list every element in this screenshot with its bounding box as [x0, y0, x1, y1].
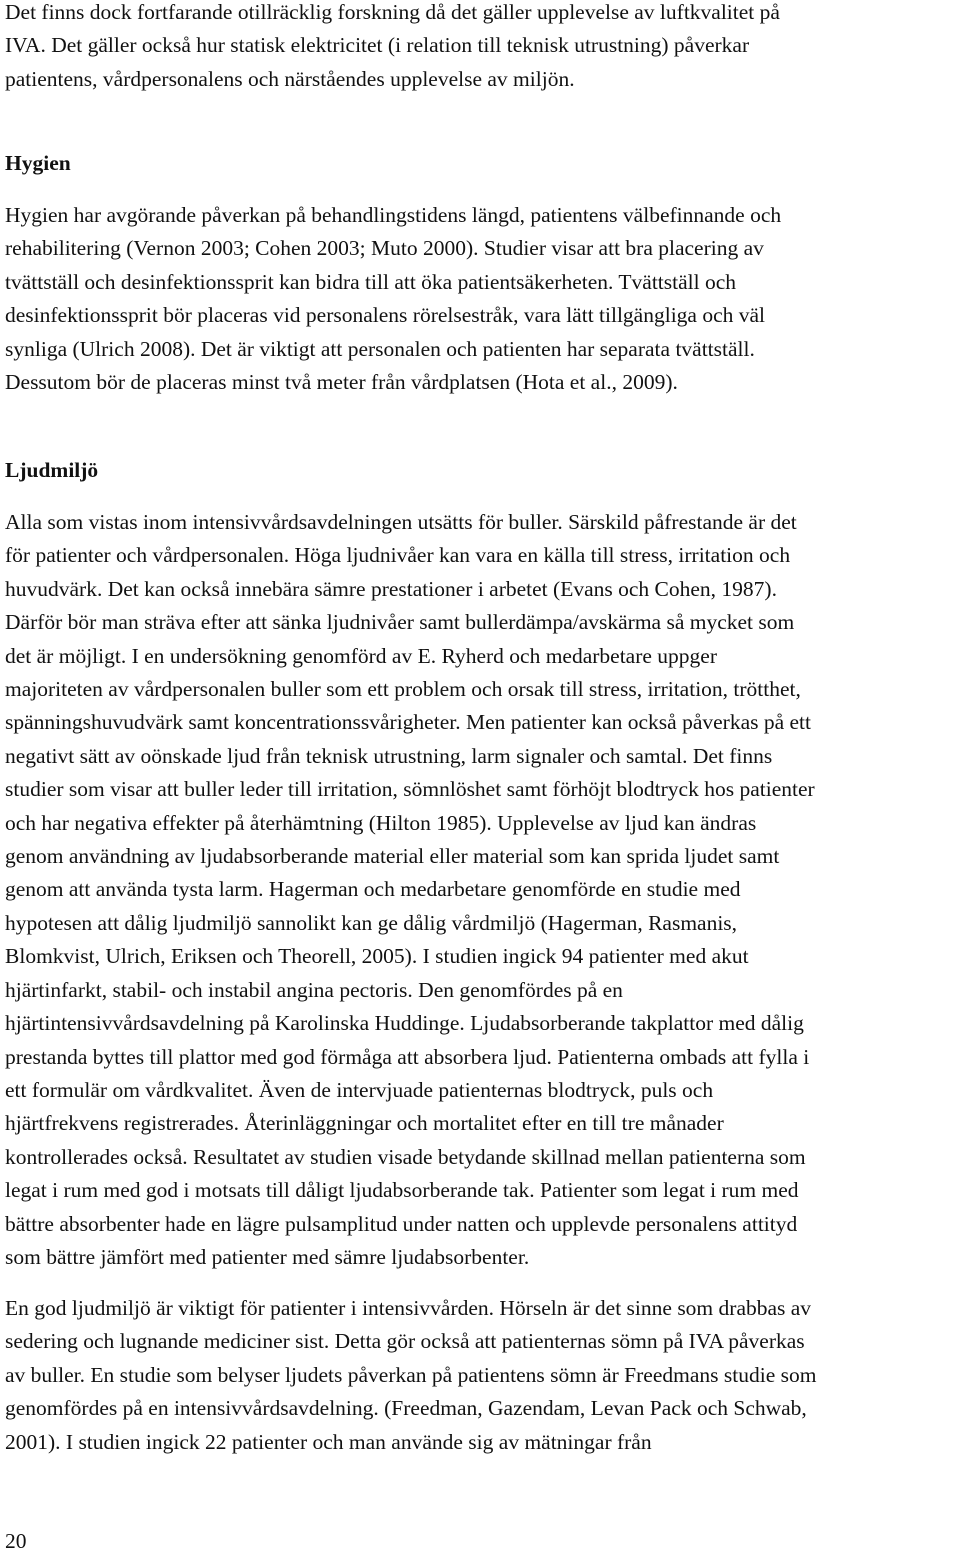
text-line: studier som visar att buller leder till irritation, sömnlöshet samt förhöjt blodtryck hos patienter [5, 777, 815, 802]
text-line: genomfördes på en intensivvårdsavdelning. (Freedman, Gazendam, Levan Pack och Schwab, [5, 1396, 807, 1421]
hygien-paragraph [5, 199, 957, 399]
ljudmiljo-paragraph [5, 506, 957, 1274]
text-line: Blomkvist, Ulrich, Eriksen och Theorell, 2005). I studien ingick 94 patienter med akut [5, 944, 749, 969]
text-line: genom användning av ljudabsorberande material eller material som kan sprida ljudet samt [5, 844, 780, 869]
text-line: Alla som vistas inom intensivvårdsavdelningen utsätts för buller. Särskild påfrestande är det [5, 510, 797, 534]
text-line: genom att använda tysta larm. Hagerman och medarbetare genomförde en studie med [5, 877, 741, 902]
intro-paragraph [5, 0, 957, 96]
text-line: det är möjligt. I en undersökning genomförd av E. Ryherd och medarbetare uppger [5, 643, 717, 668]
text-line: som bättre jämfört med patienter med sämre ljudabsorbenter. [5, 1244, 530, 1269]
text-line: majoriteten av vårdpersonalen buller som ett problem och orsak till stress, irritation, trötthet, [5, 677, 801, 702]
page-number: 20 [5, 1529, 27, 1553]
text-line: hypotesen att dålig ljudmiljö sannolikt kan ge dålig vårdmiljö (Hagerman, Rasmanis, [5, 910, 738, 935]
text-line: rehabilitering (Vernon 2003; Cohen 2003; Muto 2000). Studier visar att bra placering av [5, 236, 764, 261]
text-line: hjärtfrekvens registrerades. Återinläggningar och mortalitet efter en till tre månader [5, 1111, 724, 1136]
text-line: negativt sätt av oönskade ljud från teknisk utrustning, larm signaler och samtal. Det finns [5, 743, 773, 768]
ljudmiljo-paragraph-2 [5, 1292, 957, 1459]
text-line: prestanda byttes till plattor med god förmåga att absorbera ljud. Patienterna ombads att fylla i [5, 1044, 810, 1069]
text-line: för patienter och vårdpersonalen. Höga ljudnivåer kan vara en källa till stress, irritation och [5, 543, 791, 568]
text-line: Hygien har avgörande påverkan på behandlingstidens längd, patientens välbefinnande och [5, 203, 782, 227]
text-line: huvudvärk. Det kan också innebära sämre prestationer i arbetet (Evans och Cohen, 1987). [5, 576, 777, 601]
text-line: IVA. Det gäller också hur statisk elektricitet (i relation till teknisk utrustning) påverkar [5, 33, 750, 58]
text-line: Dessutom bör de placeras minst två meter från vårdplatsen (Hota et al., 2009). [5, 370, 678, 395]
text-line: ett formulär om vårdkvalitet. Även de intervjuade patienternas blodtryck, puls och [5, 1077, 714, 1102]
text-line: 2001). I studien ingick 22 patienter och man använde sig av mätningar från [5, 1429, 652, 1454]
section-heading-hygien: Hygien [5, 151, 71, 175]
text-line: Det finns dock fortfarande otillräcklig forskning då det gäller upplevelse av luftkvalitet på [5, 0, 780, 24]
text-line: av buller. En studie som belyser ljudets påverkan på patientens sömn är Freedmans studie som [5, 1362, 817, 1387]
text-line: hjärtintensivvårdsavdelning på Karolinska Huddinge. Ljudabsorberande takplattor med dålig [5, 1011, 804, 1036]
text-line: tvättställ och desinfektionssprit kan bidra till att öka patientsäkerheten. Tvättställ och [5, 269, 737, 294]
text-line: desinfektionssprit bör placeras vid personalens rörelsestråk, vara lätt tillgängliga och väl [5, 303, 766, 328]
text-line: synliga (Ulrich 2008). Det är viktigt att personalen och patienten har separata tvättställ. [5, 336, 755, 361]
text-line: och har negativa effekter på återhämtning (Hilton 1985). Upplevelse av ljud kan ändras [5, 810, 757, 835]
text-line: spänningshuvudvärk samt koncentrationssvårigheter. Men patienter kan också påverkas på ett [5, 710, 812, 735]
text-line: Därför bör man sträva efter att sänka ljudnivåer samt bullerdämpa/avskärma så mycket som [5, 610, 795, 635]
text-line: En god ljudmiljö är viktigt för patienter i intensivvården. Hörseln är det sinne som drabbas av [5, 1296, 812, 1320]
text-line: sedering och lugnande mediciner sist. Detta gör också att patienternas sömn på IVA påverkas [5, 1329, 805, 1354]
text-line: patientens, vårdpersonalens och närståendes upplevelse av miljön. [5, 66, 575, 91]
section-heading-ljudmiljo: Ljudmiljö [5, 458, 99, 482]
text-line: hjärtinfarkt, stabil- och instabil angina pectoris. Den genomfördes på en [5, 977, 623, 1002]
text-line: bättre absorbenter hade en lägre pulsamplitud under natten och upplevde personalens attityd [5, 1211, 798, 1236]
text-line: legat i rum med god i motsats till dåligt ljudabsorberande tak. Patienter som legat i rum med [5, 1178, 799, 1203]
text-line: kontrollerades också. Resultatet av studien visade betydande skillnad mellan patienterna som [5, 1144, 806, 1169]
